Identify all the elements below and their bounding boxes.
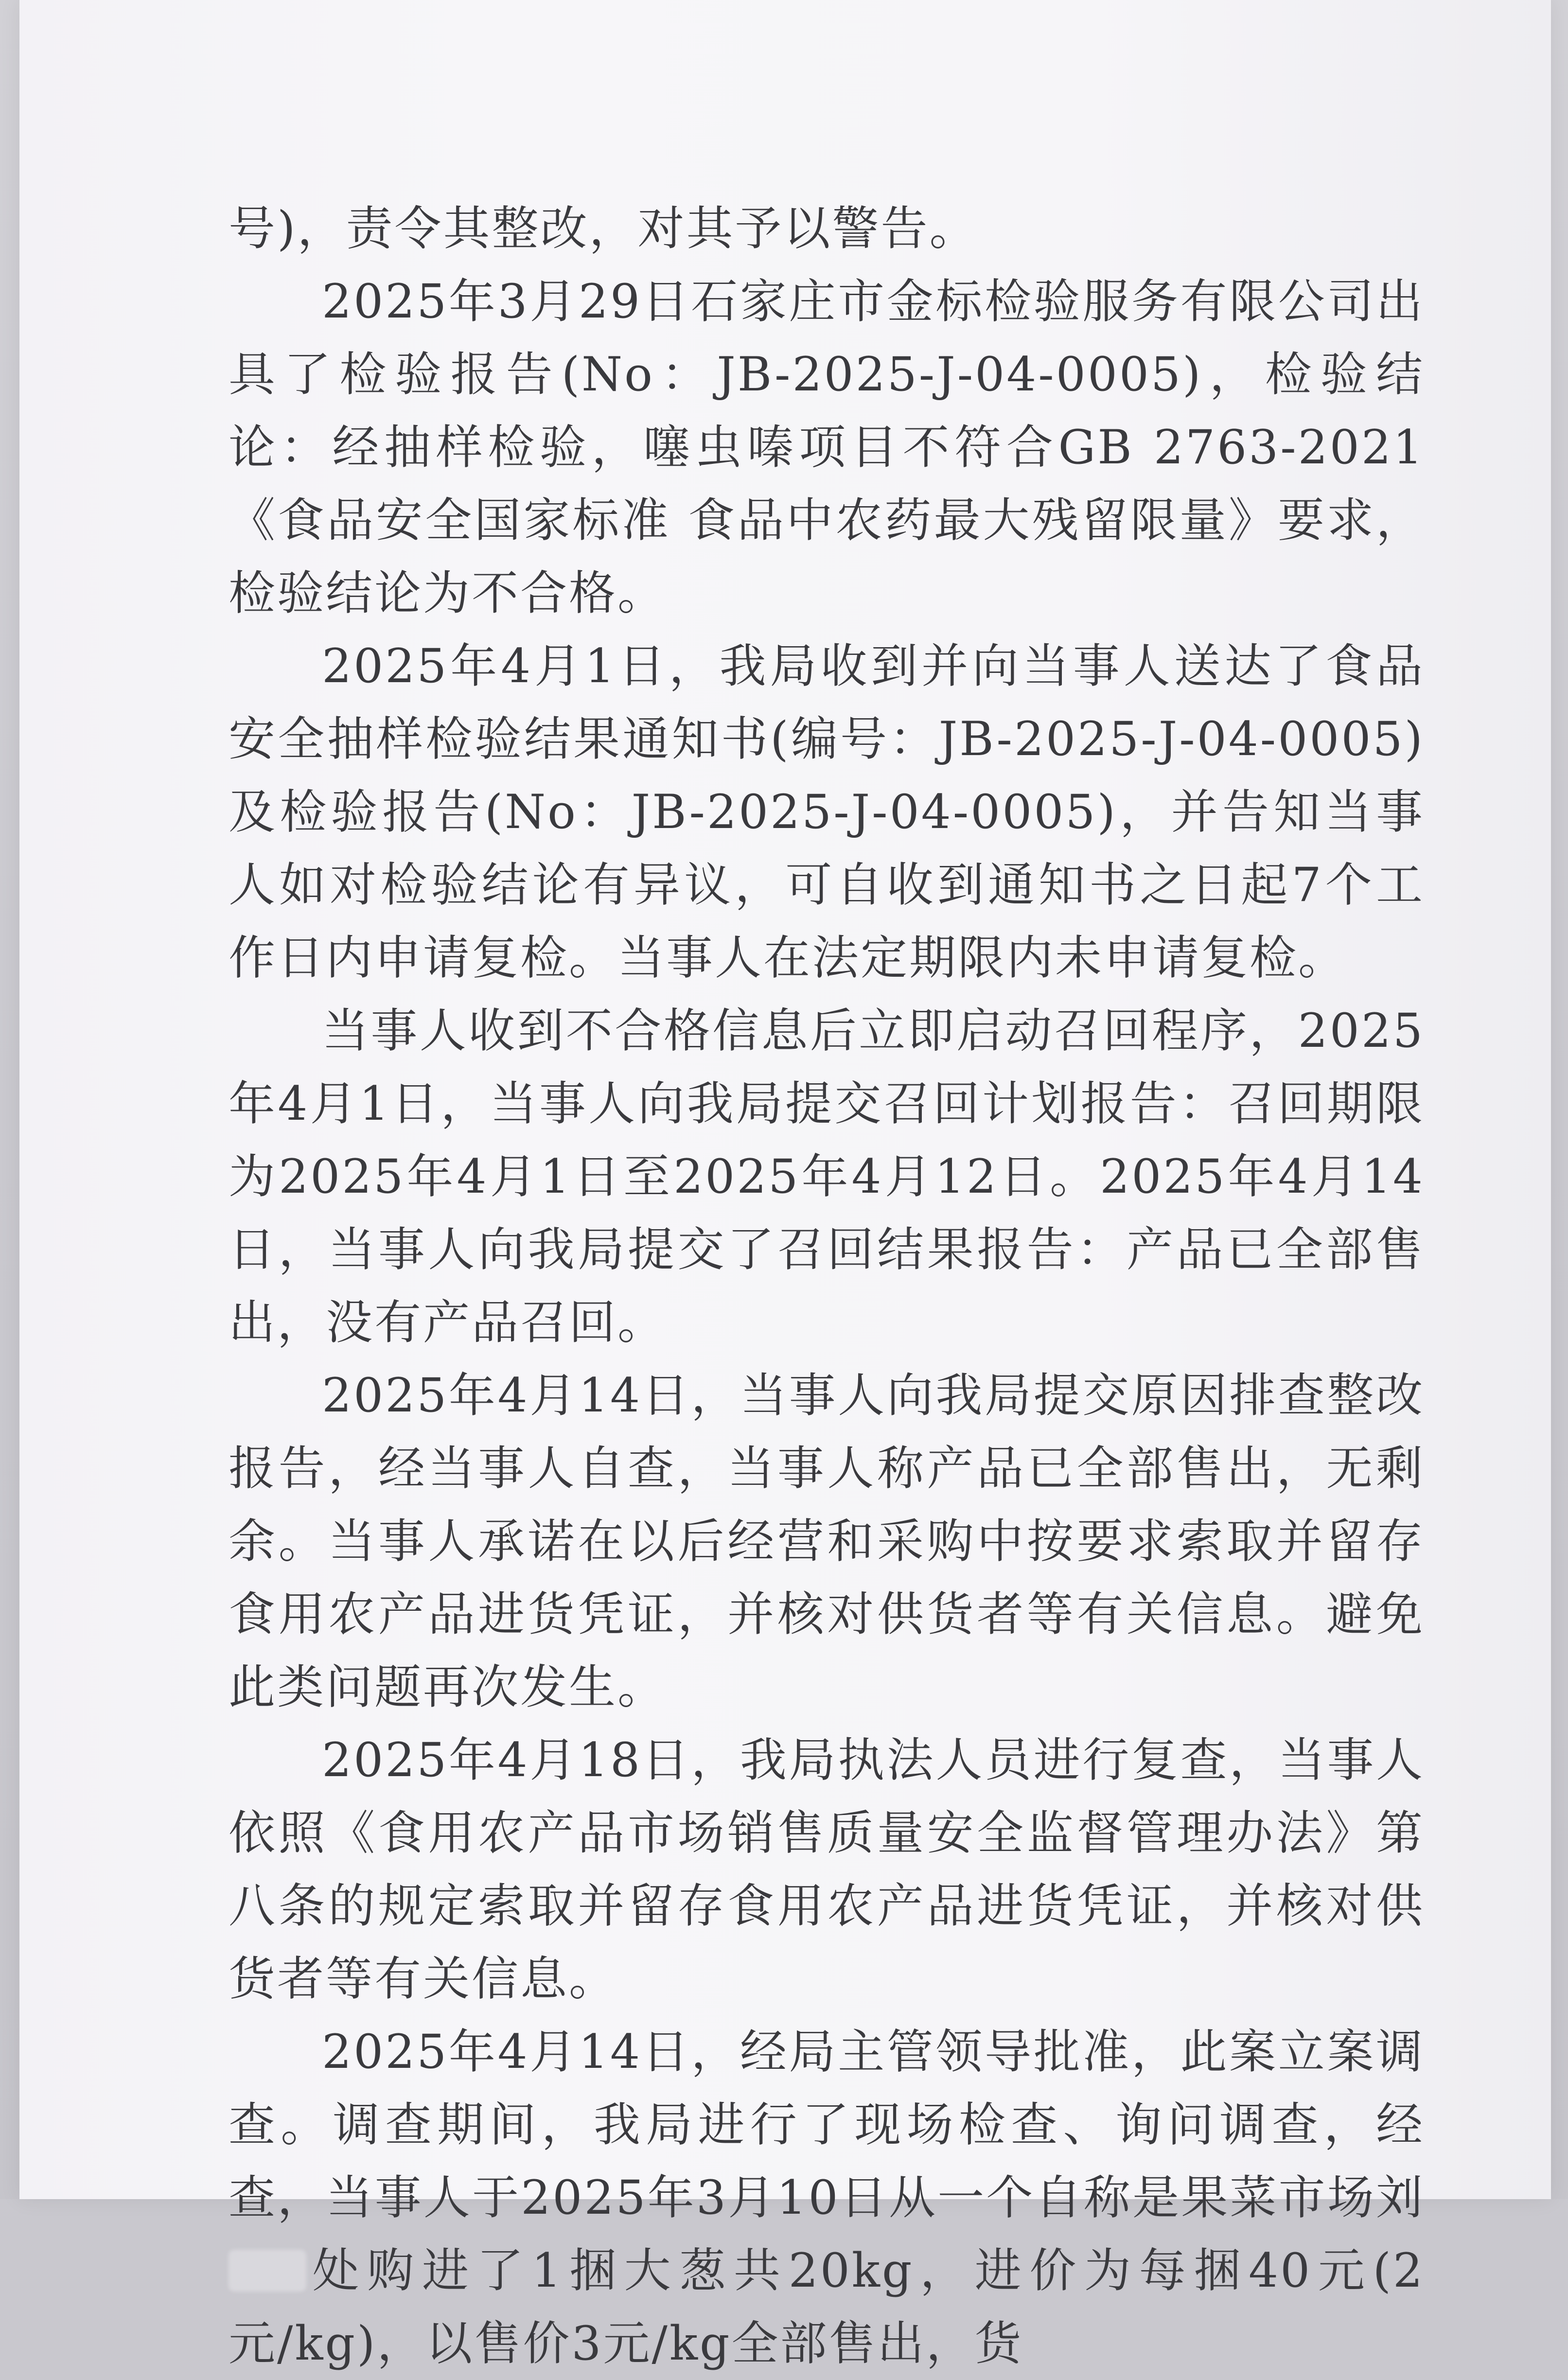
paragraph-1: 号)，责令其整改，对其予以警告。 xyxy=(229,201,978,256)
redacted-name xyxy=(229,2250,306,2292)
paragraph-5: 2025年4月14日，当事人向我局提交原因排查整改报告，经当事人自查，当事人称产品已全部售出，无剩余。当事人承诺在以后经营和采购中按要求索取并留存食用农产品进货凭证，并核对供货者等有关信息。避免此类问题再次发生。 xyxy=(229,1368,1425,1714)
document-body xyxy=(229,192,1425,2380)
paragraph-6: 2025年4月18日，我局执法人员进行复查，当事人依照《食用农产品市场销售质量安全监督管理办法》第八条的规定索取并留存食用农产品进货凭证，并核对供货者等有关信息。 xyxy=(229,1733,1425,2006)
paragraph-7-part-2: 处购进了1捆大葱共20kg，进价为每捆40元(2元/kg)，以售价3元/kg全部售出，货 xyxy=(229,2243,1425,2371)
paragraph-2: 2025年3月29日石家庄市金标检验服务有限公司出具了检验报告(No：JB-2025-J-04-0005)，检验结论：经抽样检验，噻虫嗪项目不符合GB 2763-2021《食品安全国家标准 食品中农药最大残留限量》要求，检验结论为不合格。 xyxy=(229,274,1425,620)
paragraph-7 xyxy=(229,2015,1425,2380)
paragraph-3: 2025年4月1日，我局收到并向当事人送达了食品安全抽样检验结果通知书(编号：JB-2025-J-04-0005)及检验报告(No：JB-2025-J-04-0005)，并告知当事人如对检验结论有异议，可自收到通知书之日起7个工作日内申请复检。当事人在法定期限内未申请复检。 xyxy=(229,639,1425,985)
paragraph-7-part-1: 2025年4月14日，经局主管领导批准，此案立案调查。调查期间，我局进行了现场检查、询问调查，经查，当事人于2025年3月10日从一个自称是果菜市场刘 xyxy=(229,2025,1425,2225)
paragraph-4: 当事人收到不合格信息后立即启动召回程序，2025年4月1日，当事人向我局提交召回计划报告：召回期限为2025年4月1日至2025年4月12日。2025年4月14日，当事人向我局提交了召回结果报告：产品已全部售出，没有产品召回。 xyxy=(229,1004,1425,1350)
